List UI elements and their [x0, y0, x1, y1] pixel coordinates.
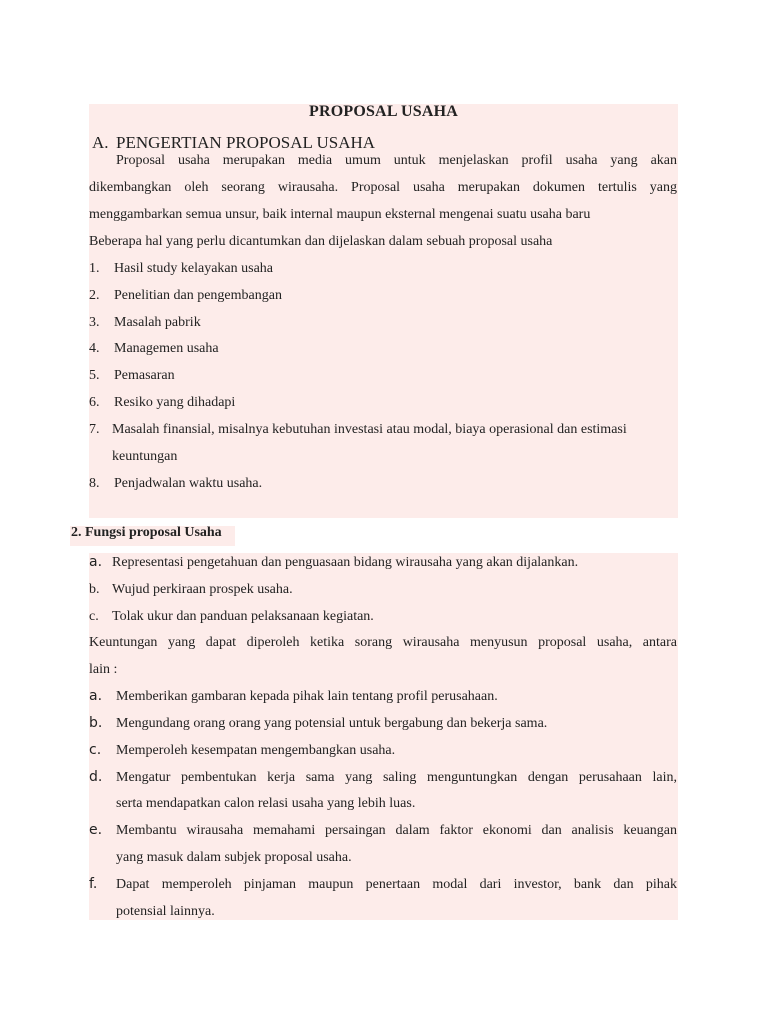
benefit-intro-line-1: Keuntungan yang dapat diperoleh ketika sorang wirausaha menyusun proposal usaha, antara: [89, 635, 677, 650]
benefit-item: Memperoleh kesempatan mengembangkan usaha.: [116, 743, 396, 758]
list-item: 4. Managemen usaha: [89, 341, 219, 356]
section-a-title: PENGERTIAN PROPOSAL USAHA: [116, 133, 376, 152]
definition-line-2: dikembangkan oleh seorang wirausaha. Proposal usaha merupakan dokumen tertulis yang: [89, 180, 677, 195]
benefit-item: Membantu wirausaha memahami persaingan dalam faktor ekonomi dan analisis keuangan: [116, 823, 677, 838]
function-item: a. Representasi pengetahuan dan penguasaan bidang wirausaha yang akan dijalankan.: [89, 554, 579, 570]
benefit-item: Mengatur pembentukan kerja sama yang saling menguntungkan dengan perusahaan lain,: [116, 770, 677, 785]
benefit-mark: e.: [89, 822, 103, 838]
list-item: 5. Pemasaran: [89, 368, 175, 383]
benefit-mark: d.: [89, 769, 103, 785]
list-item: 2. Penelitian dan pengembangan: [89, 288, 282, 303]
section-2-heading: 2. Fungsi proposal Usaha: [71, 525, 222, 540]
definition-line-1: Proposal usaha merupakan media umum untuk menjelaskan profil usaha yang akan: [116, 153, 677, 168]
function-item: c. Tolak ukur dan panduan pelaksanaan kegiatan.: [89, 609, 374, 624]
benefit-intro-line-2: lain :: [89, 662, 118, 677]
list-item-continuation: keuntungan: [112, 449, 178, 464]
function-item: b. Wujud perkiraan prospek usaha.: [89, 582, 293, 597]
benefit-item-continuation: serta mendapatkan calon relasi usaha yang lebih luas.: [116, 796, 416, 811]
list-item: 1. Hasil study kelayakan usaha: [89, 261, 274, 276]
list-intro: Beberapa hal yang perlu dicantumkan dan dijelaskan dalam sebuah proposal usaha: [89, 234, 553, 249]
benefit-item: Mengundang orang orang yang potensial untuk bergabung dan bekerja sama.: [116, 716, 548, 731]
list-item: 3. Masalah pabrik: [89, 315, 201, 330]
benefit-mark: b.: [89, 715, 103, 731]
page-title: PROPOSAL USAHA: [308, 103, 459, 120]
list-item: 8. Penjadwalan waktu usaha.: [89, 476, 263, 491]
benefit-mark: a.: [89, 688, 103, 704]
benefit-item-continuation: yang masuk dalam subjek proposal usaha.: [116, 850, 352, 865]
benefit-item: Dapat memperoleh pinjaman maupun penertaan modal dari investor, bank dan pihak: [116, 877, 677, 892]
list-item: 6. Resiko yang dihadapi: [89, 395, 236, 410]
definition-line-3: menggambarkan semua unsur, baik internal maupun eksternal mengenai suatu usaha baru: [89, 207, 591, 222]
benefit-item: Memberikan gambaran kepada pihak lain tentang profil perusahaan.: [116, 689, 498, 704]
section-a-label: A.: [92, 133, 109, 152]
benefit-mark: f.: [89, 876, 98, 892]
benefit-item-continuation: potensial lainnya.: [116, 904, 215, 919]
list-item: 7. Masalah finansial, misalnya kebutuhan investasi atau modal, biaya operasional dan estimasi: [89, 422, 627, 437]
benefit-mark: c.: [89, 742, 102, 758]
